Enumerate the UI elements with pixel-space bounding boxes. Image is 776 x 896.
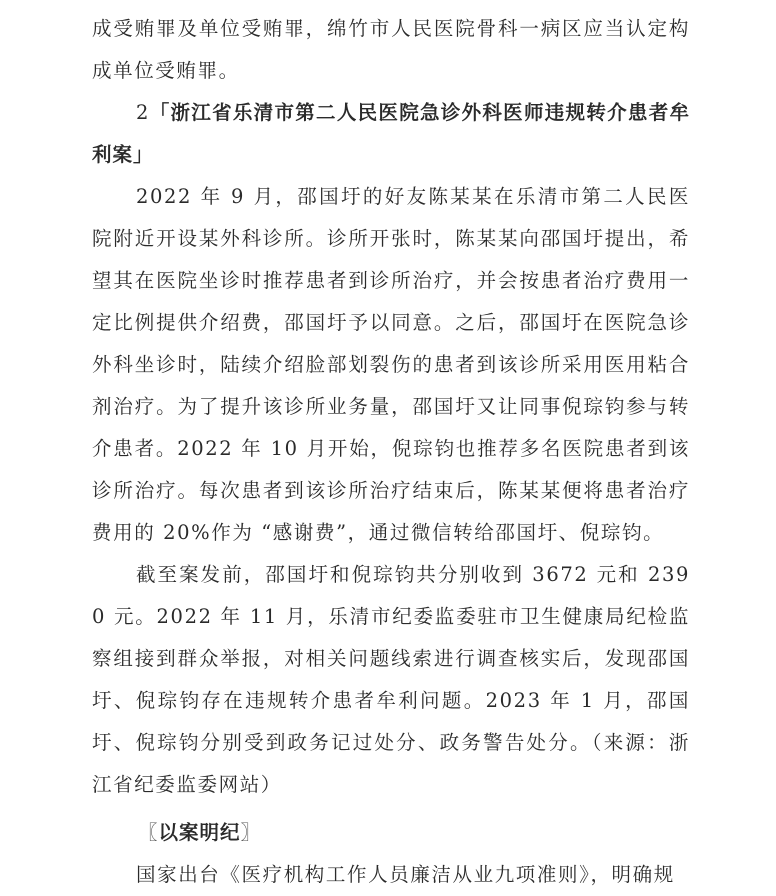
document-page [92,8,690,896]
section-heading-text: 以案明纪 [158,821,241,844]
case-number: 2 [136,101,150,124]
case-paragraph-2: 截至案发前，邵国圩和倪琮钧共分别收到 3672 元和 2390 元。2022 年 11 月，乐清市纪委监委驻市卫生健康局纪检监察组接到群众举报，对相关问题线索进行调查核实后，发现邵国圩、倪琮钧存在违规转介患者牟利问题。2023 年 1 月，邵国圩、倪琮钧分别受到政务记过处分、政务警告处分。（来源：浙江省纪委监委网站） [92,563,690,796]
section-heading [92,812,690,854]
case-title-text: 浙江省乐清市第二人民医院急诊外科医师违规转介患者牟利案 [92,101,690,166]
case-paragraph-1: 2022 年 9 月，邵国圩的好友陈某某在乐清市第二人民医院附近开设某外科诊所。诊所开张时，陈某某向邵国圩提出，希望其在医院坐诊时推荐患者到诊所治疗，并会按患者治疗费用一定比例提供介绍费，邵国圩予以同意。之后，邵国圩在医院急诊外科坐诊时，陆续介绍脸部划裂伤的患者到该诊所采用医用粘合剂治疗。为了提升该诊所业务量，邵国圩又让同事倪琮钧参与转介患者。2022 年 10 月开始，倪琮钧也推荐多名医院患者到该诊所治疗。每次患者到该诊所治疗结束后，陈某某便将患者治疗费用的 20%作为 “感谢费”，通过微信转给邵国圩、倪琮钧。 [92,185,690,544]
paragraph-continuation: 成受贿罪及单位受贿罪，绵竹市人民医院骨科一病区应当认定构成单位受贿罪。 [92,17,690,82]
case-title-open-bracket: 「 [149,101,171,124]
section-heading-open-bracket: 〖 [138,821,159,844]
section-heading-close-bracket: 〗 [240,821,262,844]
case-title [92,92,690,176]
paragraph-rules: 国家出台《医疗机构工作人员廉洁从业九项准则》，明确规 [136,863,675,886]
case-title-close-bracket: 」 [133,143,154,166]
